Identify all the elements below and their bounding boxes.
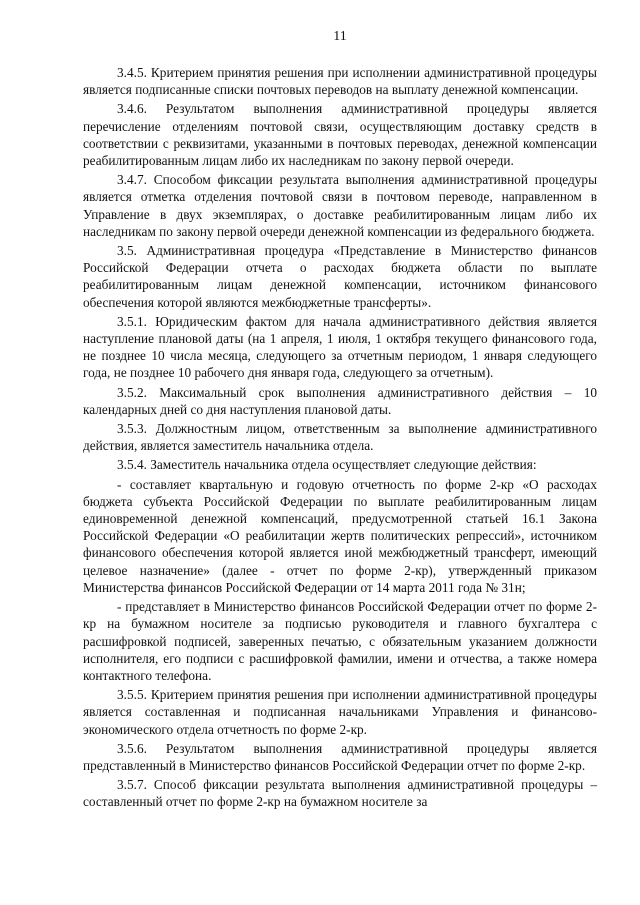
paragraph-3-5-1: 3.5.1. Юридическим фактом для начала административного действия является наступление плановой даты (на 1 апреля, 1 июля, 1 октября текущего финансового года, не позднее 10 числа месяца, следующего за отчетным периодом, 1 января следующего года, не позднее 10 рабочего дня января года, следующего за отчетным). <box>83 313 597 381</box>
paragraph-3-5-3: 3.5.3. Должностным лицом, ответственным за выполнение административного действия, является заместитель начальника отдела. <box>83 421 597 454</box>
paragraph-3-4-5: 3.4.5. Критерием принятия решения при исполнении административной процедуры является подписанные списки почтовых переводов на выплату денежной компенсации. <box>83 65 597 98</box>
paragraph-3-4-6: 3.4.6. Результатом выполнения административной процедуры является перечисление отделениям почтовой связи, осуществляющим доставку средств в соответствии с реквизитами, указанными в почтовых переводах, денежной компенсации реабилитированным лицам либо их наследникам по закону первой очереди. <box>83 101 597 169</box>
page-number: 11 <box>333 29 347 44</box>
paragraph-3-5: 3.5. Административная процедура «Представление в Министерство финансов Российской Федерации отчета о расходах бюджета области по выплате реабилитированным лицам денежной компенсации, источником финансового обеспечения которой являются межбюджетные трансферты». <box>83 243 597 310</box>
paragraph-3-5-4: 3.5.4. Заместитель начальника отдела осуществляет следующие действия: <box>117 457 537 473</box>
paragraph-3-5-6: 3.5.6. Результатом выполнения административной процедуры является представленный в Министерство финансов Российской Федерации отчет по форме 2-кр. <box>83 740 597 773</box>
paragraph-3-4-7: 3.4.7. Способом фиксации результата выполнения административной процедуры является отметка отделения почтовой связи в почтовом переводе, направленном в Управление в двух экземплярах, о доставке реабилитированным лицам либо их наследникам по закону первой очереди денежной компенсации из федерального бюджета. <box>83 172 597 239</box>
list-item-submit-report: - представляет в Министерство финансов Российской Федерации отчет по форме 2-кр на бумажном носителе за подписью руководителя и главного бухгалтера с расшифровкой подписей, заверенных печатью, с обязательным указанием должности исполнителя, его подписи с расшифровкой фамилии, имени и отчества, а также номера контактного телефона. <box>83 599 597 683</box>
paragraph-3-5-2: 3.5.2. Максимальный срок выполнения административного действия – 10 календарных дней со дня наступления плановой даты. <box>83 384 597 417</box>
paragraph-3-5-5: 3.5.5. Критерием принятия решения при исполнении административной процедуры является составленная и подписанная начальниками Управления и финансово-экономического отдела отчетность по форме 2-кр. <box>83 687 597 737</box>
document-page <box>83 28 597 813</box>
list-item-quarterly-report: - составляет квартальную и годовую отчетность по форме 2-кр «О расходах бюджета субъекта Российской Федерации по выплате реабилитированным лицам единовременной денежной компенсаций, предусмотренной статьей 16.1 Закона Российской Федерации «О реабилитации жертв политических репрессий», источником финансового обеспечения которой является иной межбюджетный трансферт, имеющий целевое назначение» (далее - отчет по форме 2-кр), утвержденный приказом Министерства финансов Российской Федерации от 14 марта 2011 года № 31н; <box>83 476 597 595</box>
paragraph-3-5-7: 3.5.7. Способ фиксации результата выполнения административной процедуры – составленный отчет по форме 2-кр на бумажном носителе за <box>83 777 597 810</box>
